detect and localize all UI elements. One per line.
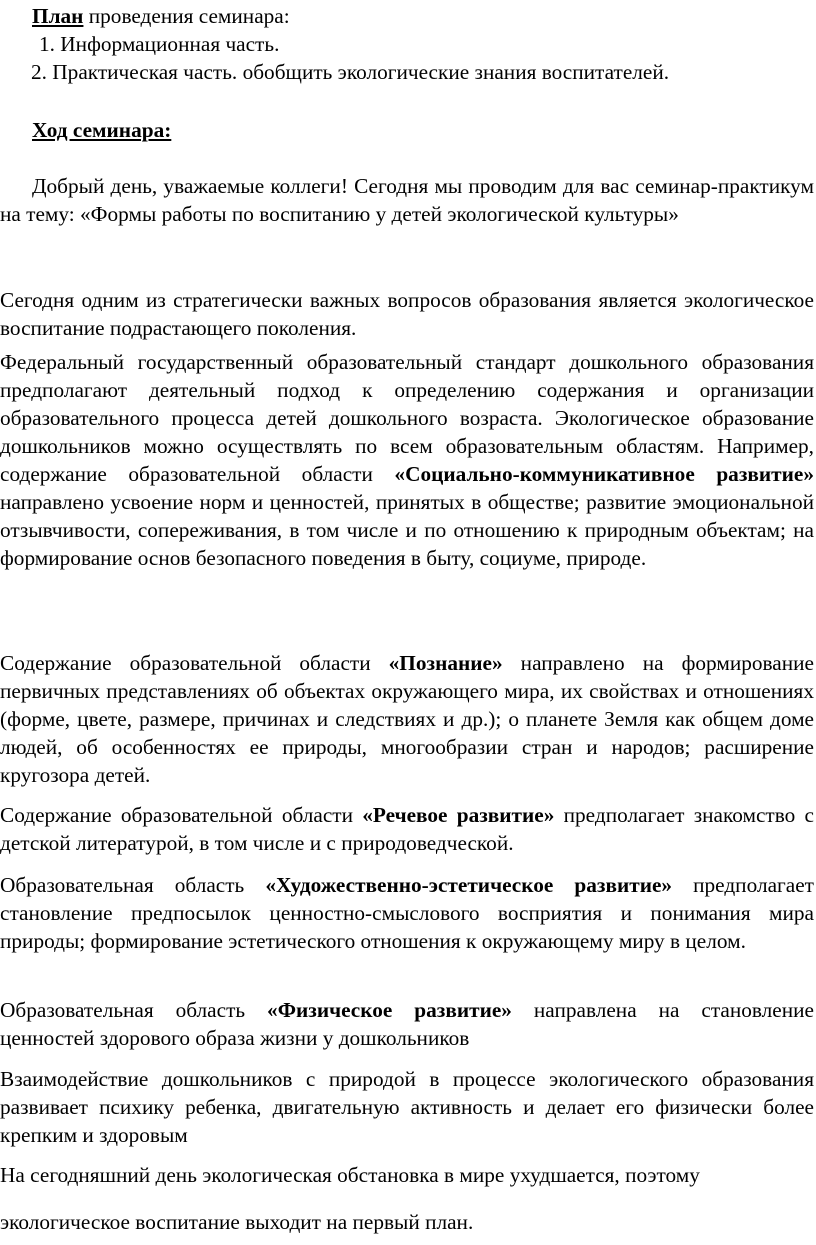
plan-heading <box>32 2 290 30</box>
paragraph-1: Сегодня одним из стратегически важных вопросов образования является экологическое воспитание подрастающего поколения. <box>0 288 814 340</box>
paragraph-2-text-b: направлено усвоение норм и ценностей, принятых в обществе; развитие эмоциональной отзывчивости, сопереживания, в том числе и по отношению к природным объектам; на формирование основ безопасного поведения в быту, социуме, природе. <box>0 490 814 570</box>
paragraph-5 <box>0 871 814 955</box>
section-heading-text: Ход семинара: <box>32 118 172 142</box>
paragraph-2-text-a: Федеральный государственный образовательный стандарт дошкольного образования предполагают деятельный подход к определению содержания и организации образовательного процесса детей дошкольного возраста. Экологическое образование дошкольников можно осуществлять по всем образовательным областям. Например, содержание образовательной области <box>0 350 814 486</box>
plan-heading-rest: проведения семинара: <box>83 4 290 28</box>
paragraph-2-bold: «Социально-коммуникативное развитие» <box>394 462 814 486</box>
paragraph-3-text-a: Содержание образовательной области <box>0 651 389 675</box>
paragraph-4 <box>0 801 814 857</box>
plan-item-2: 2. Практическая часть. обобщить экологические знания воспитателей. <box>31 60 670 84</box>
paragraph-6-bold: «Физическое развитие» <box>267 998 512 1022</box>
paragraph-7: Взаимодействие дошкольников с природой в процессе экологического образования развивает психику ребенка, двигательную активность и делает его физически более крепким и здоровым <box>0 1067 814 1147</box>
paragraph-4-bold: «Речевое развитие» <box>362 803 555 827</box>
paragraph-6-text-b: направлена на становление ценностей здорового образа жизни у дошкольников <box>0 998 814 1050</box>
paragraph-3 <box>0 649 814 789</box>
paragraph-4-text-b: предполагает знакомство с детской литературой, в том числе и с природоведческой. <box>0 803 814 855</box>
paragraph-3-bold: «Познание» <box>388 651 503 675</box>
plan-item-1: 1. Информационная часть. <box>39 32 280 56</box>
plan-heading-bold: План <box>32 4 84 28</box>
paragraph-5-text-b: предполагает становление предпосылок ценностно-смыслового восприятия и понимания мира природы; формирование эстетического отношения к окружающему миру в целом. <box>0 873 814 953</box>
paragraph-4-text-a: Содержание образовательной области <box>0 803 363 827</box>
section-heading <box>32 116 171 144</box>
paragraph-6-text-a: Образовательная область <box>0 998 268 1022</box>
intro-paragraph: Добрый день, уважаемые коллеги! Сегодня мы проводим для вас семинар-практикум на тему: «Формы работы по воспитанию у детей экологической культуры» <box>0 174 814 226</box>
paragraph-5-text-a: Образовательная область <box>0 873 266 897</box>
paragraph-6 <box>0 996 814 1052</box>
paragraph-8-line-1: На сегодняшний день экологическая обстановка в мире ухудшается, поэтому <box>0 1163 700 1187</box>
paragraph-3-text-b: направлено на формирование первичных представлениях об объектах окружающего мира, их свойствах и отношениях (форме, цвете, размере, причинах и следствиях и др.); о планете Земля как общем доме людей, об особенностях ее природы, многообразии стран и народов; расширение кругозора детей. <box>0 651 814 787</box>
paragraph-2 <box>0 348 814 572</box>
paragraph-8-line-2: экологическое воспитание выходит на первый план. <box>0 1210 474 1234</box>
paragraph-5-bold: «Художественно-эстетическое развитие» <box>265 873 673 897</box>
